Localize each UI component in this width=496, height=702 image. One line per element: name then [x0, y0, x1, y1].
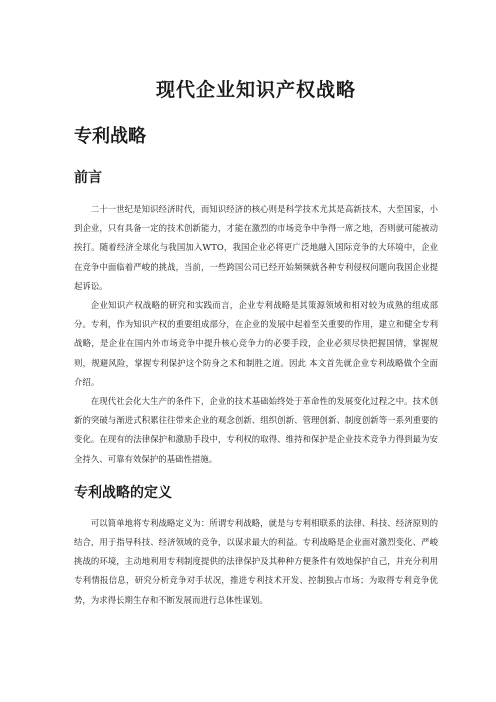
definition-section	[74, 482, 438, 610]
chapter-heading: 专利战略	[74, 126, 146, 147]
preface-paragraph-2: 企业知识产权战略的研究和实践而言，企业专利战略是其策源领域和相对较为成熟的组成部分。专利，作为知识产权的重要组成部分，在企业的发展中起着至关重要的作用，建立和健全专利战略，是企业在国内外市场竞争中提升核心竞争力的必要手段，企业必须尽快把握国情，掌握规则，规避风险，掌握专利保护这个防身之术和制胜之道。因此 本文首先就企业专利战略做个全面介绍。	[74, 300, 438, 387]
preface-paragraph-3: 在现代社会化大生产的条件下，企业的技术基础始终处于革命性的发展变化过程之中。技术创新的突破与渐进式积累往往带来企业的观念创新、组织创新、管理创新、制度创新等一系列重要的变化。在现有的法律保护和激励手段中，专利权的取得、维持和保护是企业技术竞争力得到最为安全持久、可靠有效保护的基础性措施。	[74, 396, 438, 464]
definition-heading: 专利战略的定义	[74, 484, 172, 501]
preface-paragraph-1: 二十一世纪是知识经济时代，而知识经济的核心则是科学技术尤其是高新技术，大至国家，小到企业，只有具备一定的技术创新能力，才能在激烈的市场竞争中争得一席之地，否则就可能被动挨打。随着经济全球化与我国加入WTO，我国企业必将更广泛地融入国际竞争的大环境中，企业在竞争中面临着严峻的挑战，当前，一些跨国公司已经开始频频就各种专利侵权问题向我国企业提起诉讼。	[74, 204, 438, 291]
preface-section	[74, 167, 438, 469]
document-title: 现代企业知识产权战略	[155, 79, 356, 101]
preface-heading: 前言	[74, 170, 102, 186]
definition-paragraph-1: 可以简单地将专利战略定义为：所谓专利战略，就是与专利相联系的法律、科技、经济原则的结合，用于指导科技、经济领域的竞争，以谋求最大的利益。专利战略是企业面对激烈变化、严峻挑战的环境，主动地利用专利制度提供的法律保护及其种种方便条件有效地保护自己，并充分利用专利情报信息，研究分析竞争对手状况，推进专利技术开发、控制独占市场；为取得专利竞争优势，为求得长期生存和不断发展而进行总体性谋划。	[74, 517, 438, 605]
